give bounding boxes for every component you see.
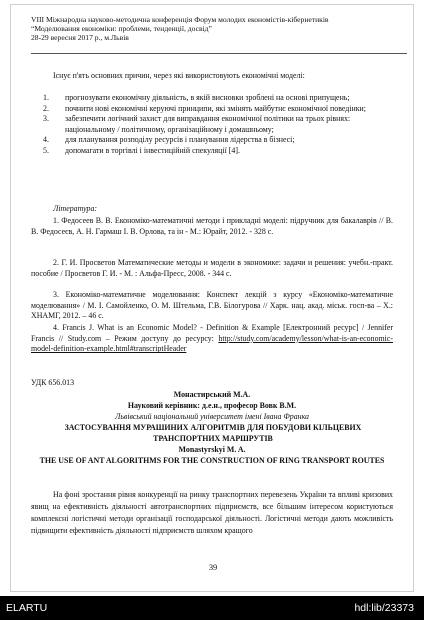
article-author: Монастирський М.А. <box>173 390 251 399</box>
reference-4-link[interactable]: http://study.com/academy/lesson/what-is-an-economic-model-definition-example.html#transcriptHeader <box>31 333 393 354</box>
article-affiliation: Львівський національний університет імені Івана Франка <box>114 412 309 421</box>
article-body: На фоні зростання рівня конкуренції на ринку транспортних перевезень України та впливі кризових явищ на ефективність діяльності автотранспортних підприємств, все більшим інтересом користуються комплексні логістичні методи організації господарської діяльності. Логістичні методи дають можливість підвищити ефективність діяльності підприємств шляхом кращого <box>31 490 393 535</box>
header-conference-line: VIII Міжнародна науково-методична конференція Форум молодих економістів-кібернетиків <box>31 15 329 24</box>
reference-2: 2. Г. И. Просветов Математические методы и модели в экономике: задачи и решения: учебн.-практ. пособие / Просветов Г. И. - М. : Альфа-Пресс, 2008. - 344 с. <box>31 258 393 278</box>
article-author-en: Monastyrskyi M. A. <box>178 445 246 454</box>
header-title-line: “Моделювання економіки: проблеми, тенденції, досвід” <box>31 24 212 33</box>
page-number: 39 <box>208 563 218 572</box>
running-header <box>31 15 401 42</box>
reference-3: 3. Економіко-математичне моделювання: Конспект лекцій з курсу «Економіко-математичне моделювання» / М. І. Самойленко, О. М. Штельма, Г.В. Білогурова // Харк. нац. акад. міськ. госп-ва – Х.: ХНАМГ, 2012. – 46 с. <box>31 290 393 321</box>
article-title-uk: ЗАСТОСУВАННЯ МУРАШИНИХ АЛГОРИТМІВ ДЛЯ ПОБУДОВИ КІЛЬЦЕВИХ ТРАНСПОРТНИХ МАРШРУТІВ <box>64 423 362 443</box>
list-item: 3. забезпечити логічний захист для виправдання економічної політики на трьох рівнях: національному / політичному, організаційному і домашньому; <box>43 114 351 134</box>
literature-heading: Література: <box>53 204 98 213</box>
list-item: 4. для планування розподілу ресурсів і планування лідерства в бізнесі; <box>43 135 295 145</box>
reference-4 <box>31 323 393 355</box>
reasons-list <box>43 93 393 157</box>
repository-name: ELARTU <box>6 602 48 614</box>
article-title-en: THE USE OF ANT ALGORITHMS FOR THE CONSTRUCTION OF RING TRANSPORT ROUTES <box>39 456 385 465</box>
reference-4-text: 4. Francis J. What is an Economic Model? - Definition & Example [Електронний ресурс] / Jennifer Francis // Study.com – Режим доступу до ресурсу: <box>31 323 393 343</box>
list-item: 2. почнити нові економічні керуючі принципи, які змінять майбутнє економічної поведінки; <box>43 103 366 113</box>
header-rule <box>31 53 407 54</box>
list-item: 1. прогнозувати економічну діяльність, в якій висновки зроблені на основі припущень; <box>43 93 350 102</box>
intro-paragraph: Існує п'ять основних причин, через які використовують економічні моделі: <box>53 71 305 80</box>
article-supervisor: Науковий керівник: д.е.н., професор Вовк В.М. <box>127 401 297 410</box>
handle-identifier[interactable]: hdl:lib/23373 <box>354 602 414 614</box>
document-page <box>10 4 414 592</box>
reference-1: 1. Федосеев В. В. Економіко-математичні методи і прикладні моделі: підручник для бакалаврів // В. В. Федосеєв, А. Н. Гармаш І. В. Орлова, та ін - М.: Юрайт, 2012. - 328 с. <box>31 216 393 236</box>
udk-code: УДК 656.013 <box>31 378 75 387</box>
list-item: 5. допомагати в торгівлі і інвестиційній спекуляції [4]. <box>43 145 240 155</box>
repository-footer <box>0 596 424 620</box>
header-date-line: 28-29 вересня 2017 р., м.Львів <box>31 33 129 42</box>
